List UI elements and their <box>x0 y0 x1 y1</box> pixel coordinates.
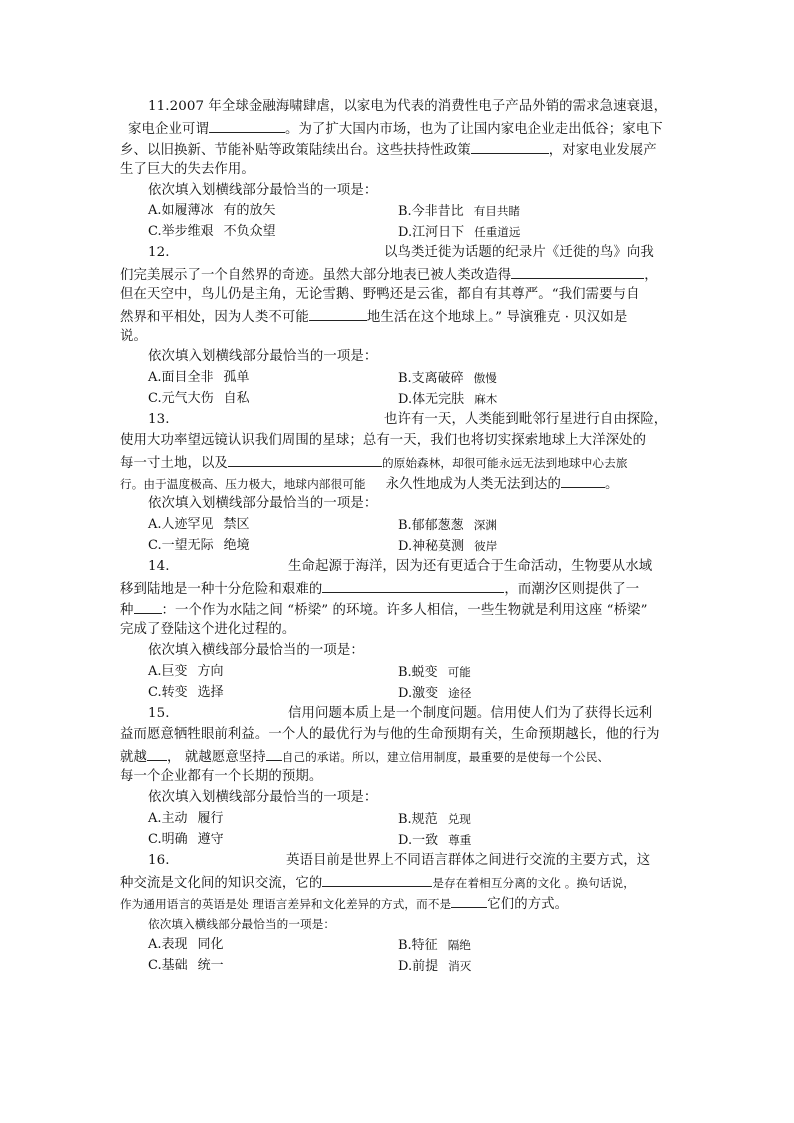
q12-line-1: 以鸟类迁徙为话题的纪录片《迁徙的鸟》向我 <box>384 245 654 260</box>
q15-option-d: D.一致 尊重 <box>398 833 472 848</box>
q16-line-3: 作为通用语言的英语是处 理语言差异和文化差异的方式，而不是 它们的方式。 <box>120 893 568 915</box>
q13-line-4: 行。由于温度极高、压力极大，地球内部很可能 永久性地成为人类无法到达的 。 <box>120 473 618 495</box>
q16-option-d: D.前提 消灭 <box>398 959 472 974</box>
answer-blank <box>309 306 367 321</box>
q11-option-d: D.江河日下 任重道远 <box>398 225 521 240</box>
q15-line-4: 每一个企业都有一个长期的预期。 <box>120 769 323 784</box>
q12-line-3: 但在天空中，鸟儿仍是主角，无论雪鹅、野鸭还是云雀，都自有其尊严。“我们需要与自 <box>120 287 640 302</box>
answer-blank <box>209 118 285 133</box>
q11-option-c: C.举步维艰 不负众望 <box>148 224 276 239</box>
q12-prompt: 依次填入划横线部分最恰当的一项是： <box>148 349 378 364</box>
q11-line-3: 乡、以旧换新、节能补贴等政策陆续出台。这些扶持性政策 ，对家电业发展产 <box>120 139 657 161</box>
answer-blank <box>561 473 605 488</box>
q14-line-1: 生命起源于海洋，因为还有更适合于生命活动，生物要从水域 <box>288 559 653 574</box>
q11-line-2: 家电企业可谓 。为了扩大国内市场，也为了让国内家电企业走出低谷；家电下 <box>128 118 663 140</box>
q14-option-c: C.转变 选择 <box>148 685 224 700</box>
answer-blank <box>322 578 504 593</box>
q16-line-2: 种交流是文化间的知识交流，它的 是存在着相互分离的文化 。换句话说， <box>120 872 635 894</box>
q14-line-3: 种 ：一个作为水陆之间 “桥梁” 的环境。许多人相信，一些生物就是利用这座 “桥梁” <box>120 599 648 621</box>
q13-option-c: C.一望无际 绝境 <box>148 538 250 553</box>
q15-option-a: A.主动 履行 <box>148 811 224 826</box>
q13-option-a: A.人迹罕见 禁区 <box>148 517 250 532</box>
q15-option-c: C.明确 遵守 <box>148 832 224 847</box>
q11-option-b: B.今非昔比 有目共睹 <box>398 204 521 219</box>
q14-prompt: 依次填入横线部分最恰当的一项是： <box>148 643 364 658</box>
q14-line-2: 移到陆地是一种十分危险和艰难的 ，而潮汐区则提供了一 <box>120 578 639 600</box>
q12-option-d: D.体无完肤 麻木 <box>398 392 498 407</box>
answer-blank <box>266 746 282 761</box>
answer-blank <box>322 872 432 887</box>
q13-option-d: D.神秘莫测 彼岸 <box>398 539 498 554</box>
q13-line-1: 也许有一天，人类能到毗邻行星进行自由探险， <box>384 412 668 427</box>
q16-prompt: 依次填入横线部分最恰当的一项是： <box>148 917 336 931</box>
q11-option-a: A.如履薄冰 有的放矢 <box>148 203 276 218</box>
q14-option-d: D.激变 途径 <box>398 686 472 701</box>
q12-line-2: 们完美展示了一个自然界的奇迹。虽然大部分地表已被人类改造得 ， <box>120 264 658 286</box>
q12-option-a: A.面目全非 孤单 <box>148 370 250 385</box>
q15-line-1: 信用问题本质上是一个制度问题。信用使人们为了获得长远利 <box>288 706 653 721</box>
q15-line-3: 就越 ， 就越愿意坚持 自己的承诺。所以，建立信用制度，最重要的是使每一个公民、 <box>120 746 609 768</box>
answer-blank <box>471 139 549 154</box>
q14-option-a: A.巨变 方向 <box>148 664 224 679</box>
q13-prompt: 依次填入划横线部分最恰当的一项是： <box>148 496 378 511</box>
q14-number: 14. <box>148 559 170 574</box>
q15-option-b: B.规范 兑现 <box>398 812 471 827</box>
q15-line-2: 益而愿意牺牲眼前利益。一个人的最优行为与他的生命预期有关，生命预期越长，他的行为 <box>120 727 660 742</box>
q11-line-1: 11.2007 年全球金融海啸肆虐，以家电为代表的消费性电子产品外销的需求急速衰退， <box>148 99 668 114</box>
q13-line-3: 每一寸土地，以及 的原始森林，却很可能永远无法到地球中心去旅 <box>120 452 628 474</box>
answer-blank <box>511 264 644 279</box>
q12-line-5: 说。 <box>120 329 147 344</box>
q11-prompt: 依次填入划横线部分最恰当的一项是： <box>148 183 378 198</box>
q13-line-2: 使用大功率望远镜认识我们周围的星球；总有一天，我们也将切实探索地球上大洋深处的 <box>120 433 647 448</box>
q16-number: 16. <box>148 853 170 868</box>
q11-line-4: 生了巨大的失去作用。 <box>120 162 255 177</box>
q16-line-1: 英语目前是世界上不同语言群体之间进行交流的主要方式，这 <box>286 853 651 868</box>
q16-option-a: A.表现 同化 <box>148 937 224 952</box>
q16-option-c: C.基础 统一 <box>148 958 224 973</box>
q13-option-b: B.郁郁葱葱 深渊 <box>398 518 497 533</box>
q12-line-4: 然界和平相处，因为人类不可能 地生活在这个地球上。” 导演雅克 · 贝汉如是 <box>120 306 627 328</box>
answer-blank <box>147 746 167 761</box>
answer-blank <box>451 893 487 908</box>
q16-option-b: B.特征 隔绝 <box>398 938 471 953</box>
q13-number: 13. <box>148 412 170 427</box>
q12-option-b: B.支离破碎 傲慢 <box>398 371 497 386</box>
q12-number: 12. <box>148 245 170 260</box>
q12-option-c: C.元气大伤 自私 <box>148 391 250 406</box>
answer-blank <box>228 452 382 467</box>
answer-blank <box>134 599 162 614</box>
q14-option-b: B.蜕变 可能 <box>398 665 471 680</box>
q14-line-4: 完成了登陆这个进化过程的。 <box>120 622 296 637</box>
q15-prompt: 依次填入划横线部分最恰当的一项是： <box>148 790 378 805</box>
q15-number: 15. <box>148 706 170 721</box>
